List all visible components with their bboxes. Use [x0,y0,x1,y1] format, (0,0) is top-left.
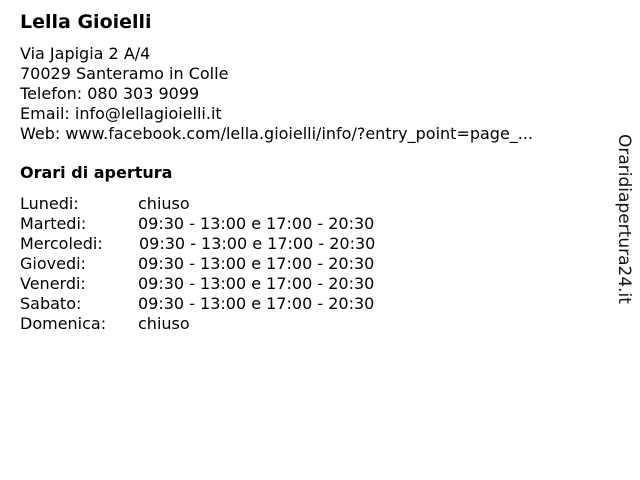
day-hours: chiuso [138,194,190,213]
web-line: Web: www.facebook.com/lella.gioielli/info/?entry_point=page_... [20,124,534,143]
day-label: Martedi: [20,214,87,233]
day-hours: 09:30 - 13:00 e 17:00 - 20:30 [138,214,375,233]
day-hours: chiuso [138,314,190,333]
day-label: Venerdi: [20,274,86,293]
contact-block [20,44,533,144]
day-label: Mercoledi: [20,234,103,253]
day-label: Lunedi: [20,194,79,213]
site-watermark: Oraridiapertura24.it [614,134,634,304]
day-hours: 09:30 - 13:00 e 17:00 - 20:30 [138,254,375,273]
business-name: Lella Gioielli [20,11,152,33]
day-hours: 09:30 - 13:00 e 17:00 - 20:30 [138,274,375,293]
day-label: Giovedi: [20,254,86,273]
city-address: 70029 Santeramo in Colle [20,64,229,83]
street-address: Via Japigia 2 A/4 [20,44,151,63]
day-hours: 09:30 - 13:00 e 17:00 - 20:30 [138,294,375,313]
email-line: Email: info@lellagioielli.it [20,104,222,123]
phone-line: Telefon: 080 303 9099 [20,84,200,103]
day-label: Domenica: [20,314,107,333]
day-hours: 09:30 - 13:00 e 17:00 - 20:30 [139,234,376,253]
day-label: Sabato: [20,294,82,313]
opening-hours-heading: Orari di apertura [20,163,173,182]
